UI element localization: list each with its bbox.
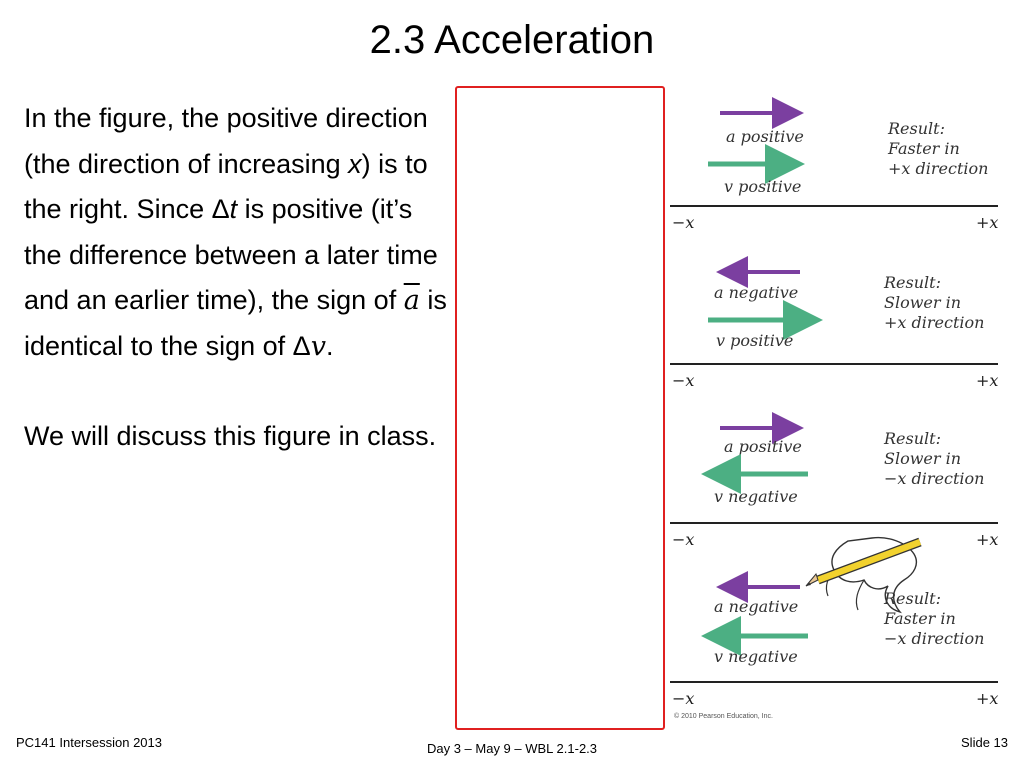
var-a-bar: $\overline{a}$: [403, 285, 420, 316]
v-label: v positive: [724, 177, 802, 196]
copyright-note: © 2010 Pearson Education, Inc.: [674, 713, 773, 720]
axis-pos-label: +x: [976, 213, 999, 232]
footer-date: Day 3 – May 9 – WBL 2.1-2.3: [426, 741, 598, 756]
a-label: a positive: [724, 437, 802, 456]
figure-row-3: [670, 428, 998, 549]
axis-neg-label: −x: [672, 371, 695, 390]
paragraph-explanation: [24, 96, 449, 369]
var-t: t: [229, 194, 238, 224]
result-label: Result:: [884, 589, 941, 608]
axis-neg-label: −x: [672, 530, 695, 549]
slide-title: 2.3 Acceleration: [369, 18, 655, 62]
result-line-3: −x direction: [884, 629, 985, 648]
figure-row-2: [670, 272, 998, 390]
result-label: Result:: [888, 119, 945, 138]
var-x: x: [348, 148, 362, 179]
highlight-box: [455, 86, 665, 730]
axis-neg-label: −x: [672, 213, 695, 232]
axis-pos-label: +x: [976, 371, 999, 390]
var-v: v: [310, 330, 326, 362]
result-line-2: Faster in: [888, 139, 960, 158]
slide-body: [24, 96, 449, 460]
a-label: a negative: [714, 597, 799, 616]
text-run: is positive (it’s the difference between a later time and an earlier time), the sign of: [24, 194, 438, 315]
v-label: v negative: [714, 487, 798, 506]
text-run: ) is to the right. Since Δ: [24, 148, 428, 224]
figure-row-4: [670, 587, 998, 708]
v-label: v negative: [714, 647, 798, 666]
result-line-2: Faster in: [884, 609, 956, 628]
paragraph-discussion: We will discuss this figure in class.: [24, 421, 437, 451]
result-line-3: +x direction: [884, 313, 985, 332]
text-run: In the figure, the positive direction (the direction of increasing: [24, 103, 428, 179]
text-run: .: [325, 330, 334, 361]
axis-pos-label: +x: [976, 530, 999, 549]
figure-svg: [668, 96, 1008, 726]
axis-neg-label: −x: [672, 689, 695, 708]
a-label: a negative: [714, 283, 799, 302]
figure-row-1: [670, 113, 998, 232]
result-line-2: Slower in: [884, 449, 962, 468]
result-label: Result:: [884, 273, 941, 292]
acceleration-figure: [668, 96, 1008, 726]
result-label: Result:: [884, 429, 941, 448]
text-run: is identical to the sign of Δ: [24, 285, 447, 361]
result-line-2: Slower in: [884, 293, 962, 312]
v-label: v positive: [716, 331, 794, 350]
result-line-3: −x direction: [884, 469, 985, 488]
axis-pos-label: +x: [976, 689, 999, 708]
result-line-3: +x direction: [888, 159, 989, 178]
footer-slide-number: Slide 13: [961, 735, 1008, 750]
a-label: a positive: [726, 127, 804, 146]
footer-course: PC141 Intersession 2013: [16, 735, 162, 750]
